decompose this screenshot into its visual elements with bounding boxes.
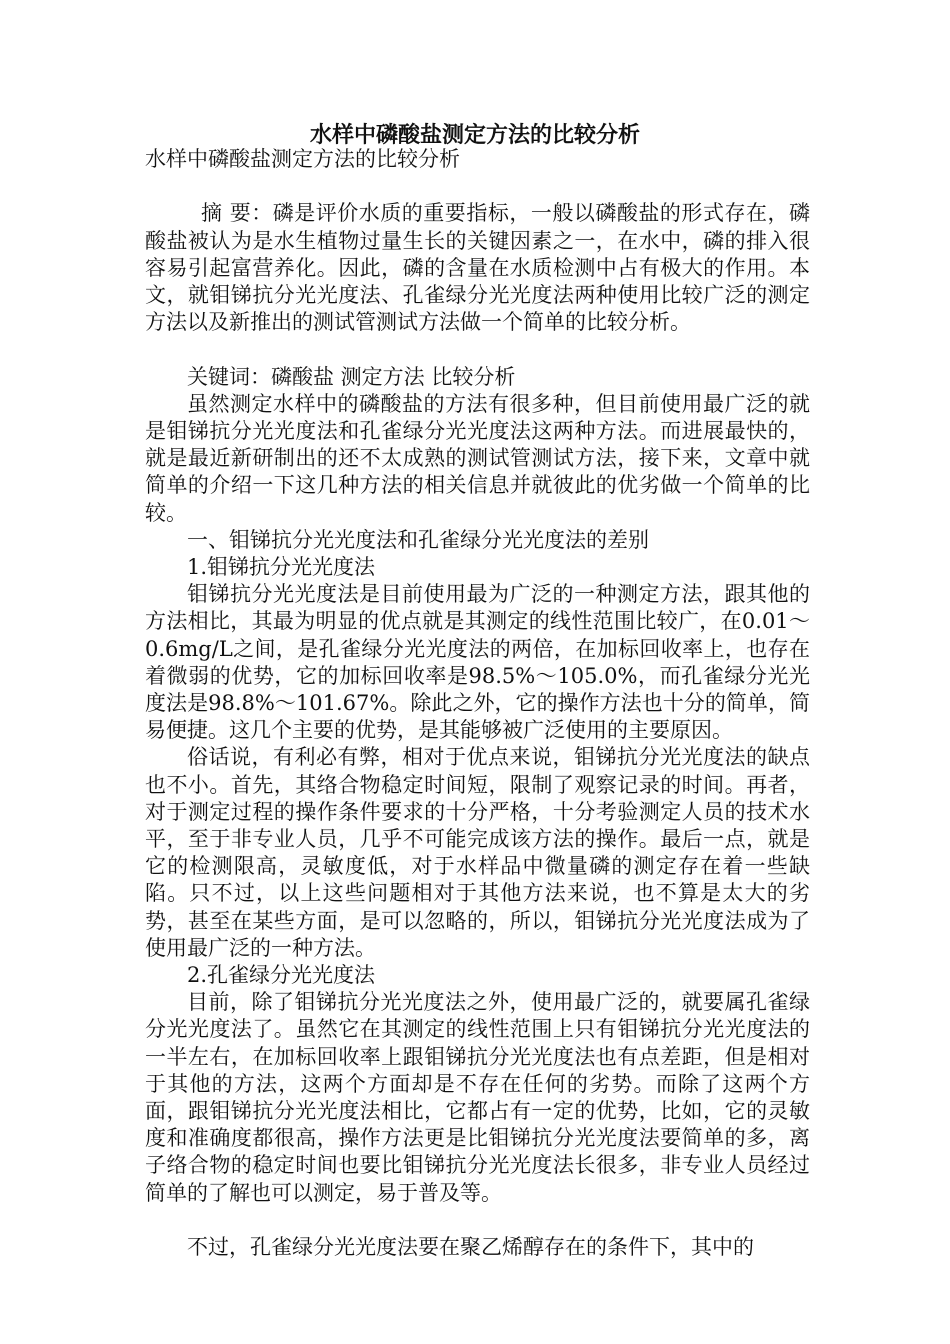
blank-line <box>145 173 810 200</box>
document-body <box>145 146 810 1261</box>
blank-line <box>145 336 810 363</box>
keywords-line: 关键词：磷酸盐 测定方法 比较分析 <box>187 364 516 389</box>
body-paragraph: 目前，除了钼锑抗分光光度法之外，使用最广泛的，就要属孔雀绿分光光度法了。虽然它在其测定的线性范围上只有钼锑抗分光光度法的一半左右，在加标回收率上跟钼锑抗分光光度法也有点差距，但是相对于其他的方法，这两个方面却是不存在任何的劣势。而除了这两个方面，跟钼锑抗分光光度法相比，它都占有一定的优势，比如，它的灵敏度和准确度都很高，操作方法更是比钼锑抗分光光度法要简单的多，离子络合物的稳定时间也要比钼锑抗分光光度法长很多，非专业人员经过简单的了解也可以测定，易于普及等。 <box>145 990 810 1205</box>
body-paragraph: 俗话说，有利必有弊，相对于优点来说，钼锑抗分光光度法的缺点也不小。首先，其络合物稳定时间短，限制了观察记录的时间。再者，对于测定过程的操作条件要求的十分严格，十分考验测定人员的技术水平，至于非专业人员，几乎不可能完成该方法的操作。最后一点，就是它的检测限高，灵敏度低，对于水样品中微量磷的测定存在着一些缺陷。只不过，以上这些问题相对于其他方法来说，也不算是太大的劣势，甚至在某些方面，是可以忽略的，所以，钼锑抗分光光度法成为了使用最广泛的一种方法。 <box>145 745 810 960</box>
intro-paragraph: 虽然测定水样中的磷酸盐的方法有很多种，但目前使用最广泛的就是钼锑抗分光光度法和孔雀绿分光光度法这两种方法。而进展最快的，就是最近新研制出的还不太成熟的测试管测试方法，接下来，文章中就简单的介绍一下这几种方法的相关信息并就彼此的优劣做一个简单的比较。 <box>145 391 810 525</box>
subsection-heading: 2.孔雀绿分光光度法 <box>187 963 376 988</box>
abstract-paragraph: 摘 要：磷是评价水质的重要指标，一般以磷酸盐的形式存在，磷酸盐被认为是水生植物过量生长的关键因素之一，在水中，磷的排入很容易引起富营养化。因此，磷的含量在水质检测中占有极大的作用。本文，就钼锑抗分光光度法、孔雀绿分光光度法两种使用比较广泛的测定方法以及新推出的测试管测试方法做一个简单的比较分析。 <box>145 201 810 335</box>
blank-line <box>145 1207 810 1234</box>
section-heading: 一、钼锑抗分光光度法和孔雀绿分光光度法的差别 <box>187 527 649 552</box>
document-subtitle: 水样中磷酸盐测定方法的比较分析 <box>145 147 460 171</box>
body-paragraph: 钼锑抗分光光度法是目前使用最为广泛的一种测定方法，跟其他的方法相比，其最为明显的优点就是其测定的线性范围比较广，在0.01～0.6mg/L之间，是孔雀绿分光光度法的两倍，在加标回收率上，也存在着微弱的优势，它的加标回收率是98.5%～105.0%，而孔雀绿分光光度法是98.8%～101.67%。除此之外，它的操作方法也十分的简单，简易便捷。这几个主要的优势，是其能够被广泛使用的主要原因。 <box>145 582 810 743</box>
subsection-heading: 1.钼锑抗分光光度法 <box>187 555 376 580</box>
document-title: 水样中磷酸盐测定方法的比较分析 <box>309 122 640 148</box>
body-paragraph: 不过，孔雀绿分光光度法要在聚乙烯醇存在的条件下，其中的 <box>187 1235 754 1260</box>
